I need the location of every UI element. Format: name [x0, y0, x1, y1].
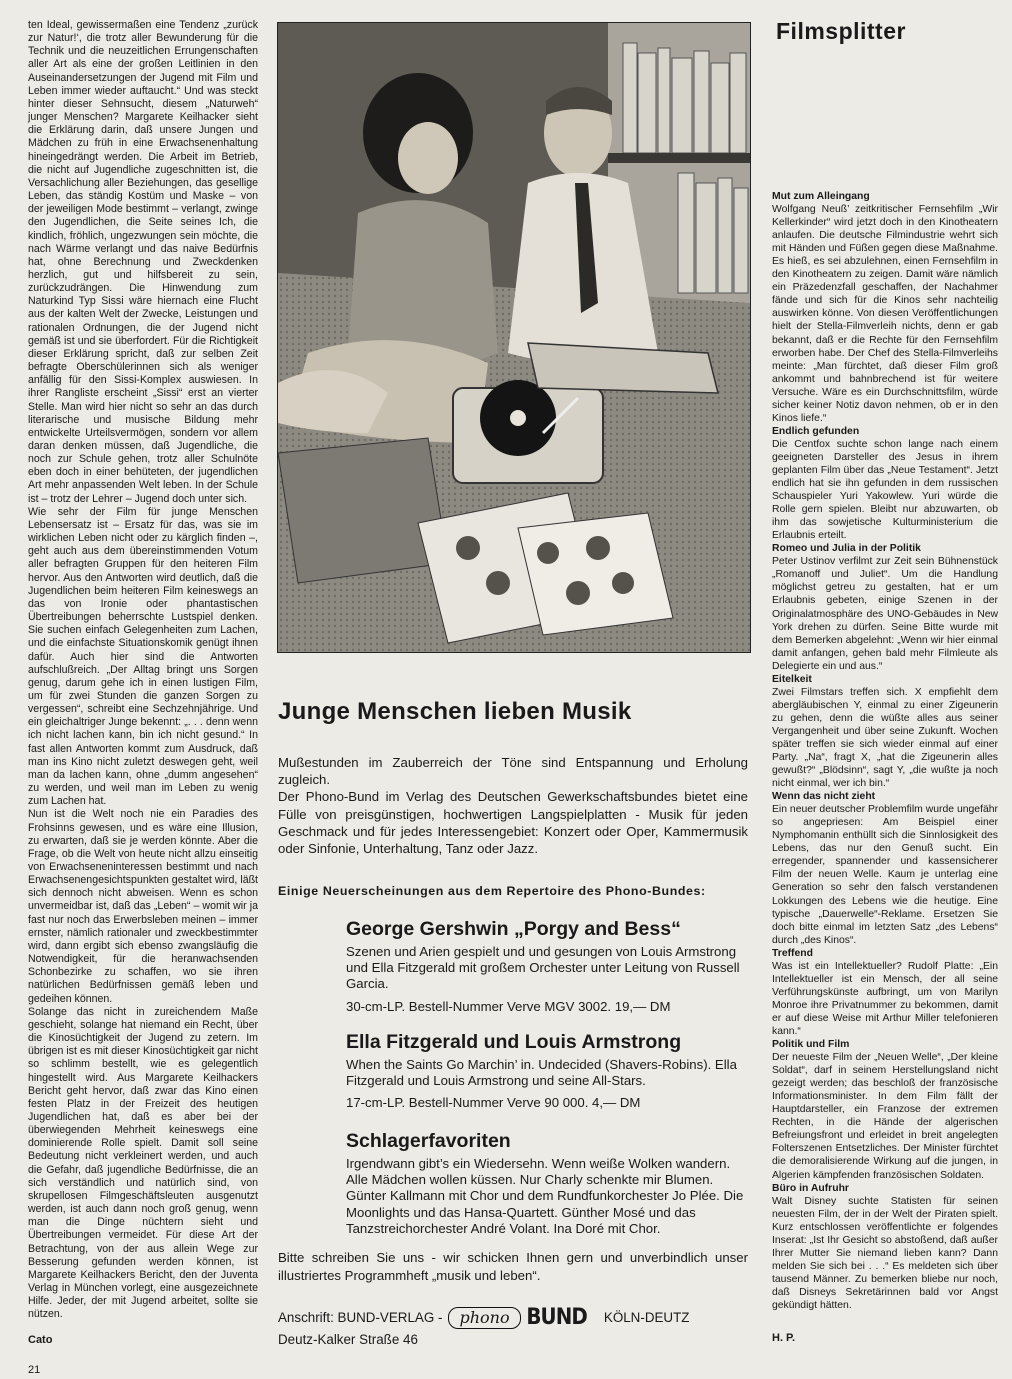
- address-city: KÖLN-DEUTZ: [603, 1310, 690, 1325]
- record-description: Szenen und Arien gespielt und und gesungen von Louis Armstrong und Ella Fitzgerald mit großem Orchester unter Leitung von Russell Garcia.: [346, 944, 740, 992]
- ad-address: [278, 1305, 748, 1347]
- section-text: Peter Ustinov verfilmt zur Zeit sein Bühnenstück „Romanoff und Juliet“. Um die Handlung möglichst getreu zu gestalten, hat er um Erlaubnis gebeten, einige Szenen in der Originalatmosphäre des UNO-Gebäudes in New York drehen zu dürfen. Seine Bitte wurde mit dem Bemerken abgelehnt: „Wenn wir hier einmal damit anfangen, gehen bald mehr Filmleute als Delegierte ein und aus.“: [772, 556, 998, 672]
- record-description: When the Saints Go Marchin’ in. Undecided (Shavers-Robins). Ella Fitzgerald und Louis Armstrong und seine All-Stars.: [346, 1057, 737, 1089]
- section-heading: Politik und Film: [772, 1039, 850, 1051]
- section-text: Was ist ein Intellektueller? Rudolf Platte: „Ein Intellektueller ist ein Mensch, der all seine Verführungskünste aufbringt, um von Marilyn Monroe ihre Privatnummer zu bekommen, damit er auf diese Weise mit Arthur Miller telefonieren kann.“: [772, 960, 998, 1037]
- photo-young-couple-record-player: [277, 22, 751, 653]
- record-entry: [346, 1030, 748, 1111]
- phono-bund-logo: [448, 1305, 589, 1330]
- left-paragraph-2: Wie sehr der Film für junge Menschen Lebensersatz ist – Ersatz für das, was sie im wirklichen Leben nicht oder zu kärglich finden –, geht auch aus dem übereinstimmenden Votum aller befragten Gruppen für den heiteren Film hervor. Aus den Antworten wird deutlich, daß die Jugendlichen beim heiteren Film keineswegs an das von Ironie oder phantastischen Übertreibungen beherrschte Lustspiel denken. Sie suchen einfach Gelegenheiten zum Lachen, und die einfachste Situationskomik genügt ihnen dafür. Auch hier sind die Antworten aufschlußreich. „Der Alltag bringt uns Sorgen genug, darum gehe ich in einen lustigen Film, um für zwei Stunden die ganzen Sorgen zu vergessen“, schreibt eine Sechzehnjährige. Und ein gleichaltriger Junge bekennt: „. . . denn wenn ich nicht lachen kann, bin ich nicht gesund.“ In fast allen Antworten kommt zum Ausdruck, daß man ins Kino nicht zuletzt deswegen geht, weil man da lachen kann, ohne „dumm angesehen“ zu werden, und weil man im Leben zu wenig zum Lachen hat.: [28, 505, 258, 808]
- section-text: Zwei Filmstars treffen sich. X empfiehlt dem abergläubischen Y, einmal zu einer Zigeunerin zu gehen, denn die wüßte alles aus seiner Vergangenheit und über seine Zukunft. Wochen später treffen sie sich wieder einmal auf einer Party. „Na“, fragt X, „hat die Zigeunerin alles gewußt?“ „Blödsinn“, sagt Y, „die wußte ja noch nicht einmal, wer ich bin.“: [772, 686, 998, 790]
- left-article: [28, 19, 258, 1321]
- section-text: Ein neuer deutscher Problemfilm wurde ungefähr so angepriesen: Am Beispiel einer Nymphomanin enthüllt sich die Sinnlosigkeit des Lebens, das nur den Genuß sucht. Ein erregender, spannender und kassensicherer Film der neuen Welle. Kaum je unterlag eine Generation so sehr den falsch verstandenen Lokkungen des Lebens wie die heutige. Eine typische „Dauerwelle“-Reklame. Ersetzen Sie doch bitte einmal im letzten Satz „des Lebens“ durch „des Kinos“.: [772, 804, 998, 946]
- page-number: 21: [28, 1364, 41, 1376]
- ad-closing: Bitte schreiben Sie uns - wir schicken Ihnen gern und unverbindlich unser illustriertes Programmheft „musik und leben“.: [278, 1250, 748, 1283]
- ad-intro: [278, 754, 748, 857]
- section-heading: Büro in Aufruhr: [772, 1182, 849, 1194]
- record-entry: [346, 1129, 748, 1237]
- record-title: Ella Fitzgerald und Louis Armstrong: [346, 1031, 682, 1053]
- section-heading: Romeo und Julia in der Politik: [772, 543, 921, 555]
- record-description: Irgendwann gibt’s ein Wiedersehn. Wenn weiße Wolken wandern. Alle Mädchen wollen küssen. Nur Charly schenkte mir Blumen. Günter Kallmann mit Chor und dem Rundfunkorchester Jo Plée. Die Moonlights und das Hansa-Quartett. Günther Mosé und das Tanzstreichorchester André Volant. Ina Doré mit Chor.: [346, 1156, 744, 1236]
- address-prefix: Anschrift: BUND-VERLAG -: [278, 1310, 443, 1325]
- record-order-info: 17-cm-LP. Bestell-Nummer Verve 90 000. 4,— DM: [346, 1095, 641, 1111]
- section-heading: Endlich gefunden: [772, 425, 860, 437]
- section-text: Die Centfox suchte schon lange nach einem geeigneten Darsteller des Jesus in ihrem geplanten Film über das „Neue Testament“. Jetzt endlich hat sie ihn gefunden in dem russischen Schauspieler Yuri Yakowlew. Yuri würde die Rolle gern spielen. Bleibt nur abzuwarten, ob ihm das sowjetische Kulturministerium die Erlaubnis erteilt.: [772, 438, 998, 542]
- ad-headline: Junge Menschen lieben Musik: [278, 698, 632, 725]
- record-title: Schlagerfavoriten: [346, 1130, 511, 1152]
- filmsplitter-column: [772, 190, 998, 1312]
- section-heading: Wenn das nicht zieht: [772, 791, 876, 803]
- left-paragraph-4: Solange das nicht in zureichendem Maße geschieht, solange hat niemand ein Recht, über die Kinosüchtigkeit der Jugend zu zetern. Im übrigen ist es mit dieser Kinosüchtigkeit gar nicht so schlimm bestellt, wie es gelegentlich hingestellt wird. Aus Margarete Keilhackers Bericht geht hervor, daß zwar das Kino einen festen Platz in der Freizeit des heutigen Jugendlichen hat, daß es aber bei der überwiegenden Mehrheit keineswegs eine dominierende Rolle spielt. Damit soll seine Bedeutung nicht verkleinert werden, und auch die Gefahr, daß jugendliche Bedürfnisse, die an sich verständlich und natürlich sind, von skrupellosen Filmgeschäftsleuten ausgenutzt werden, ist auch dann noch groß genug, wenn man die Dinge nüchtern sieht und Übertreibungen vermeidet. Für diese Art der Betrachtung, von der aus allein Wege zur Besserung gefunden werden können, ist Margarete Keilhackers Bericht, den der Juventa Verlag in München vorlegt, eine ausgezeichnete Hilfe. Jeder, der mit Jugend arbeitet, sollte sie nützen.: [28, 1005, 258, 1321]
- ad-intro-line-1: Mußestunden im Zauberreich der Töne sind Entspannung und Erholung zugleich.: [278, 755, 748, 788]
- left-paragraph-3: Nun ist die Welt noch nie ein Paradies des Frohsinns gewesen, und es wäre eine Illusion, zu erwarten, daß sie je werden könnte. Aber die Frage, ob die Welt von heute nicht allzu einseitig von Erwachseneninteressen bestimmt und nach Erwachsenengesichtspunkten gestaltet wird, läßt sich dennoch nicht abweisen. Wenn es schon unvermeidbar ist, daß das „Leben“ – womit wir ja fast nur noch das Erwerbsleben meinen – immer ernster, nämlich rationaler und zweckbestimmter wird, dann ergibt sich ebenso zwangsläufig die Notwendigkeit, für die heranwachsenden Schonbezirke zu schaffen, wo sie ihren natürlichen Bedürfnissen gemäß leben und gedeihen können.: [28, 808, 258, 1005]
- ad-subheading: Einige Neuerscheinungen aus dem Repertoire des Phono-Bundes:: [278, 884, 706, 898]
- record-entry: [346, 917, 748, 1015]
- section-text: Walt Disney suchte Statisten für seinen neuesten Film, der in der Welt der Piraten spielt. Kurz entschlossen veröffentlichte er folgendes Inserat: „Ist Ihr Gesicht so abstoßend, daß außer Ihrer Mutter Sie niemand lieben kann? Dann melden Sie sich bei . . .“ Es meldeten sich über tausend Männer. Zu bemerken bliebe nur noch, daß Disneys Sekretärinnen bald vor Angst gekündigt hätten.: [772, 1195, 998, 1311]
- ad-intro-line-2: Der Phono-Bund im Verlag des Deutschen Gewerkschaftsbundes bietet eine Fülle von preisgünstigen, hochwertigen Langspielplatten - Musik für jeden Geschmack und für jedes Interessengebiet: Konzert oder Oper, Kammermusik oder Sinfonie, Unterhaltung, Tanz oder Jazz.: [278, 789, 748, 857]
- address-street: Deutz-Kalker Straße 46: [278, 1332, 418, 1347]
- section-heading: Eitelkeit: [772, 673, 812, 685]
- record-title: George Gershwin „Porgy and Bess“: [346, 918, 681, 940]
- section-text: Wolfgang Neuß’ zeitkritischer Fernsehfilm „Wir Kellerkinder“ wird jetzt doch in den Kinotheatern anlaufen. Die deutsche Filmindustrie wehrt sich mit Händen und Füßen gegen diese Maßnahme. Es hieß, es sei abzulehnen, einen Fernsehfilm in den Kinotheatern zu zeigen. Damit wäre nämlich ein Präzedenzfall geschaffen, der Nachahmer fände und sich für die Kinos sehr nachteilig auswirken könne. Von diesen Veröffentlichungen hielt der Stella-Filmverleih nichts, denn er gab bekannt, daß er die Rechte für den Fernsehfilm erworben habe. Der Chef des Stella-Filmverleihs meinte: „Man fürchtet, daß dieser Film groß ankommt und bahnbrechend ist für weitere Versuche. Wäre es ein Durchschnittsfilm, würde sicher keiner Notiz davon nehmen, ob er in den Kinos liefe.“: [772, 204, 998, 424]
- logo-script-text: phono: [448, 1307, 520, 1329]
- filmsplitter-title: Filmsplitter: [776, 18, 906, 44]
- left-signature: Cato: [28, 1334, 53, 1346]
- section-heading: Treffend: [772, 947, 813, 959]
- filmsplitter-signature: H. P.: [772, 1332, 796, 1344]
- section-text: Der neueste Film der „Neuen Welle“, „Der kleine Soldat“, darf in seinem Herstellungsland nicht gezeigt werden; das beschloß der französische Informationsminister. In dem Film fällt der Hauptdarsteller, ein Franzose der extremen Rechten, in die Hände der algerischen Befreiungsfront und erleidet in breit angelegten Folterszenen Entsetzliches. Der Minister fürchtet die demoralisierende Wirkung auf die jungen, in Algerien kämpfenden französischen Soldaten.: [772, 1052, 998, 1181]
- photo-illustration: [278, 23, 750, 652]
- section-heading: Mut zum Alleingang: [772, 191, 870, 202]
- logo-bold-text: BUND: [525, 1305, 587, 1330]
- left-paragraph-1: ten Ideal, gewissermaßen eine Tendenz „zurück zur Natur!‘, die trotz aller Bewunderung für die Technik und die neuzeitlichen Errungenschaften aller Art als eine der großen Leitlinien in den Auseinandersetzungen der Jugend mit Film und Leben immer wieder auftaucht.“ Und was steckt hinter dieser Sehnsucht, diesem „Naturweh“ junger Menschen? Margarete Keilhacker sieht die Erklärung darin, daß unsere Jungen und Mädchen zu früh in eine Erwachsenenhaltung hineingedrängt werden. Die Arbeit im Betrieb, die nicht auf Jugendliche zugeschnitten ist, die Versachlichung aller Beziehungen, das gesellige Leben, das ständig Kostüm und Maske – von der jeweiligen Mode bestimmt – verlangt, zwinge den Jugendlichen, die Seite seines Ich, die kindlich, fröhlich, ungezwungen sein möchte, die nach Wärme verlangt und das naive Bedürfnis hat, ohne Berechnung und Zweckdenken herzlich, gut und hilfsbereit zu sein, zurückzudrängen. Die Hinwendung zum Naturkind Typ Sissi wäre hiernach eine Flucht aus der kalten Welt der Zwecke, Leistungen und rationalen Ordnungen, die der Jugend nicht gemäß ist und sie überfordert. Für die Richtigkeit dieser Erklärung spricht, daß zur selben Zeit befragte Oberschülerinnen sich als weniger anfällig für den Sissi-Komplex auswiesen. In ihrer Rangliste erscheint „Sissi“ erst an vierter Stelle. Man wird hier nicht so sehr an das durch literarische und musische Bildung mehr entwickelte Urteilsvermögen, sondern vor allem daran denken müssen, daß Jugendliche, die noch zur Schule gehen, trotz aller Schulnöte eben doch in einer behüteten, der jugendlichen Art mehr anpassenden Welt leben. In der Schule ist – trotz der Lehrer – Jugend doch unter sich.: [28, 19, 258, 505]
- record-order-info: 30-cm-LP. Bestell-Nummer Verve MGV 3002. 19,— DM: [346, 998, 671, 1014]
